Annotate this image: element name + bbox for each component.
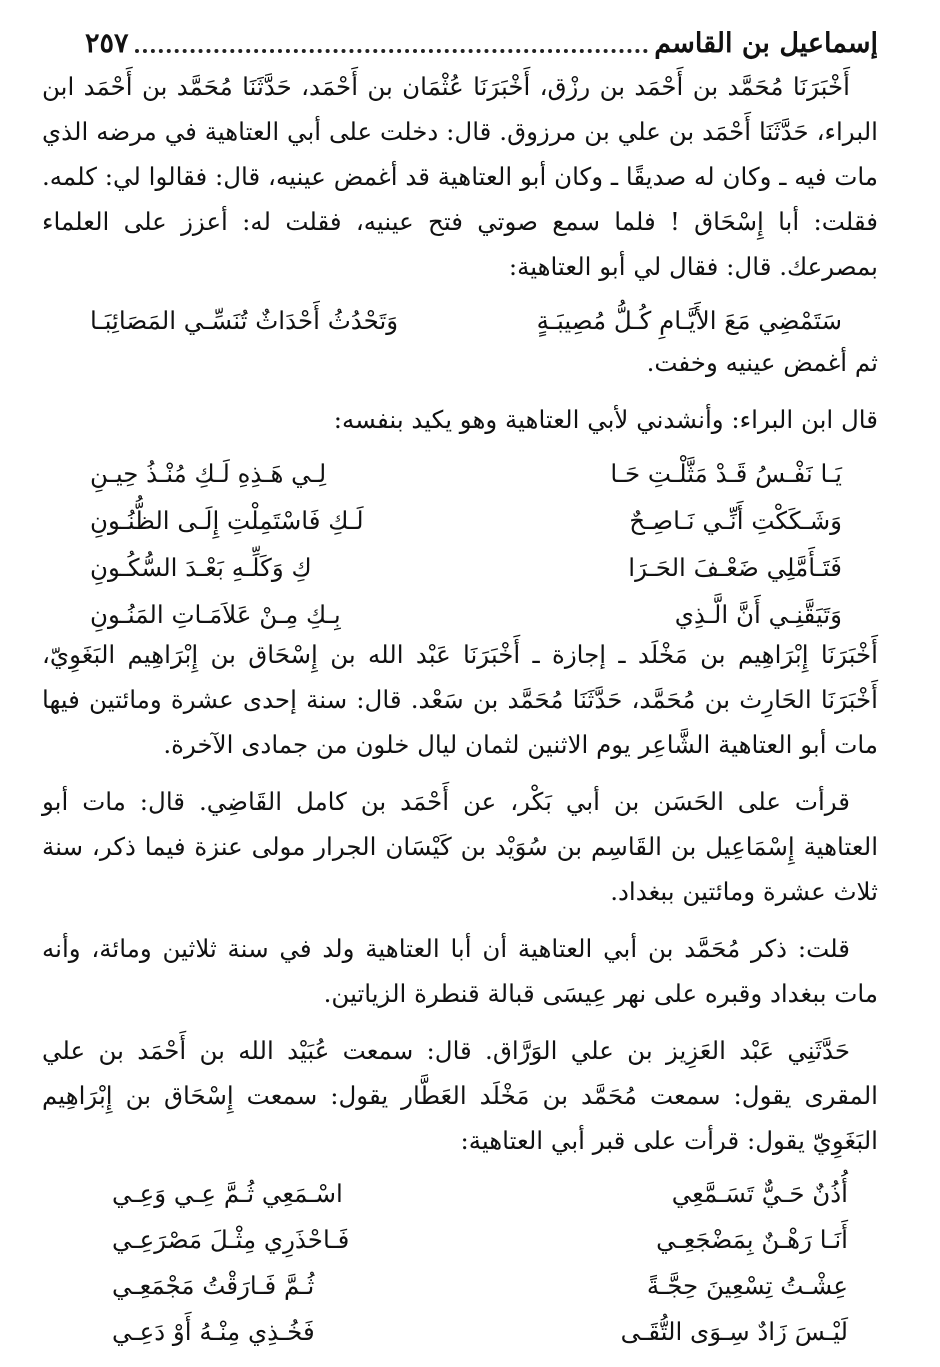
poem-2 [42,1171,878,1355]
paragraph-2: ثم أغمض عينيه وخفت. [646,348,878,377]
paragraph-5: قرأت على الحَسَن بن أبي بَكْر، عن أَحْمَد بن كامل القَاضِي. قال: مات أبو العتاهية إِسْمَاعِيل بن القَاسِم بن سُوَيْد بن كَيْسَان الجرار مولى عنزة فيما ذكر، سنة ثلاث عشرة ومائتين ببغداد. [42,787,878,906]
verse-hemistich-first: أَنَـا رَهْـنٌ بِمَضْجَعِـي [656,1225,848,1254]
leader-dots [135,49,649,53]
verse-hemistich-second: فَـاحْذَرِي مِثْـلَ مَصْرَعِـي [112,1225,350,1254]
running-title: إسماعيل بن القاسم [654,27,878,59]
verse-hemistich-first: فَتَـأَمَّلِي ضَعْـفَ الحَـرَا [628,553,842,582]
verse-line [42,591,878,638]
paragraph-6: قلت: ذكر مُحَمَّد بن أبي العتاهية أن أبا العتاهية ولد في سنة ثلاثين ومائة، وأنه مات ببغداد وقبره على نهر عِيسَى قبالة قنطرة الزياتين. [42,934,878,1008]
verse-line [42,1171,878,1217]
verse-line [42,297,878,344]
verse-hemistich-first: يَـا نَفْـسُ قَـدْ مَثَّلْـتِ حَـا [610,459,842,488]
verse-block-1 [42,297,878,344]
verse-hemistich-first: سَتَمْضِي مَعَ الأَيَّـامِ كُـلُّ مُصِيبَـةٍ [536,306,842,335]
verse-line [42,1263,878,1309]
page-header [85,18,878,68]
verse-hemistich-second: ثُـمَّ فَـارَقْتُ مَجْمَعِـي [112,1271,315,1300]
verse-line [42,1309,878,1355]
page-body [42,64,878,1361]
verse-hemistich-first: وَشَـكَكْتِ أَنِّـي نَـاصِـحٌ [629,506,842,535]
verse-hemistich-second: لِـي هَـذِهِ لَـكِ مُنْـذُ حِيـنِ [90,459,327,488]
paragraph-3: قال ابن البراء: وأنشدني لأبي العتاهية وهو يكيد بنفسه: [333,405,878,434]
verse-line [42,544,878,591]
verse-hemistich-second: فَخُـذِي مِنْـهُ أَوْ دَعِـي [112,1317,315,1346]
verse-line [42,1217,878,1263]
verse-hemistich-second: بِـكِ مِـنْ عَلاَمَـاتِ المَنُـونِ [90,600,341,629]
verse-hemistich-first: لَيْـسَ زَادٌ سِـوَى التُّقَـى [620,1317,848,1346]
verse-line [42,497,878,544]
verse-hemistich-second: وَتَحْدُثُ أَحْدَاثٌ تُنَسِّـي المَصَائِبَـا [90,306,399,335]
paragraph-4: أَخْبَرَنَا إِبْرَاهِيم بن مَخْلَد ـ إجازة ـ أَخْبَرَنَا عَبْد الله بن إِسْحَاق بن إِبْرَاهِيم البَغَوِيّ، أَخْبَرَنَا الحَارِث بن مُحَمَّد، حَدَّثَنَا مُحَمَّد بن سَعْد. قال: سنة إحدى عشرة ومائتين فيها مات أبو العتاهية الشَّاعِر يوم الاثنين لثمان ليال خلون من جمادى الآخرة. [42,640,878,759]
verse-hemistich-first: عِشْـتُ تِسْعِينَ حِجَّـةً [646,1271,848,1300]
verse-hemistich-second: كِ وَكَلِّـهِ بَعْـدَ السُّكُـونِ [90,553,312,582]
verse-hemistich-second: لَـكِ فَاسْتَمِلْتِ إِلَـى الظُّنُـونِ [90,506,364,535]
poem-1 [42,450,878,638]
verse-hemistich-first: أُذُنٌ حَـيٌّ تَسَـمَّعِي [671,1179,848,1208]
paragraph-1: أَخْبَرَنَا مُحَمَّد بن أَحْمَد بن رزْق، أَخْبَرَنَا عُثْمَان بن أَحْمَد، حَدَّثَنَا مُحَمَّد بن أَحْمَد ابن البراء، حَدَّثَنَا أَحْمَد بن علي بن مرزوق. قال: دخلت على أبي العتاهية في مرضه الذي مات فيه ـ وكان له صديقًا ـ وكان أبو العتاهية قد أغمض عينيه، قال: فقالوا لي: كلمه. فقلت: أبا إِسْحَاق ! فلما سمع صوتي فتح عينيه، فقلت له: أعزز على العلماء بمصرعك. قال: فقال لي أبو العتاهية: [42,72,878,281]
page-number: ٢٥٧ [85,27,129,59]
verse-hemistich-second: اسْـمَعِي ثُـمَّ عِـي وَعِـي [112,1179,343,1208]
verse-hemistich-first: وَتَيَقَّنِـي أَنَّ الَّـذِي [674,600,842,629]
paragraph-7: حَدَّثَنِي عَبْد العَزِيز بن علي الوَرَّاق. قال: سمعت عُبَيْد الله بن أَحْمَد بن علي المقرى يقول: سمعت مُحَمَّد بن مَخْلَد العَطَّار يقول: سمعت إِسْحَاق بن إِبْرَاهِيم البَغَوِيّ يقول: قرأت على قبر أبي العتاهية: [42,1036,878,1155]
verse-line [42,450,878,497]
